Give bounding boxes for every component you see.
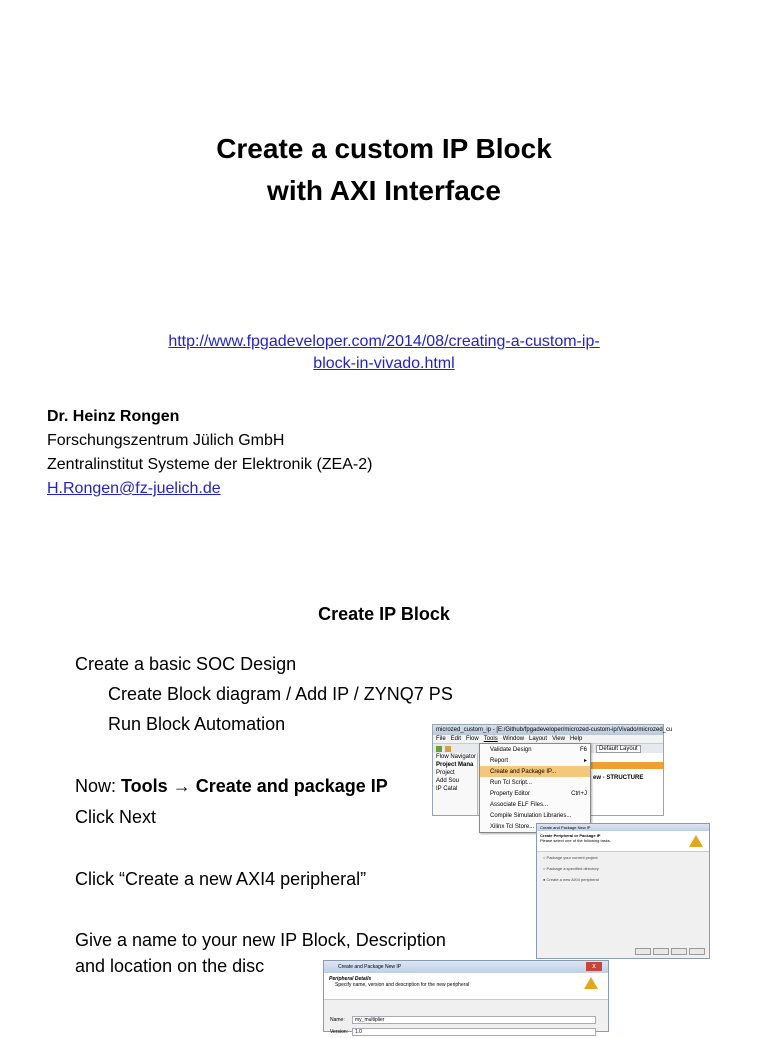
menu-item-run-tcl: Run Tcl Script... xyxy=(490,779,532,786)
step-create-soc: Create a basic SOC Design xyxy=(75,654,297,674)
menu-view: View xyxy=(552,736,565,742)
menu-item-compile-sim: Compile Simulation Libraries... xyxy=(490,812,572,819)
dialog-header-sub: Please select one of the following tasks. xyxy=(540,838,611,843)
field-row-version xyxy=(324,1026,608,1038)
next-button xyxy=(653,948,669,955)
menu-item-tcl-store: Xilinx Tcl Store... xyxy=(490,823,535,830)
step-give-name-1: Give a name to your new IP Block, Description xyxy=(75,930,446,950)
left-item-1: Add Sou xyxy=(436,778,460,784)
dialog-header-title: Peripheral Details xyxy=(329,976,372,982)
option-package-project: ○ Package your current project xyxy=(543,855,598,860)
dialog-titlebar: Create and Package New IP xyxy=(537,824,709,831)
version-label: Version: xyxy=(330,1029,349,1035)
dialog-header xyxy=(324,973,608,1000)
now-action: Create and package IP xyxy=(195,776,388,796)
option-new-axi4: ● Create a new AXI4 peripheral xyxy=(543,877,599,882)
dialog-header xyxy=(537,831,709,852)
title-line-1: Create a custom IP Block xyxy=(216,133,552,164)
menu-file: File xyxy=(436,736,446,742)
section-heading: Create IP Block xyxy=(318,604,450,624)
reference-link-line-2[interactable]: block-in-vivado.html xyxy=(313,355,455,372)
screenshot-peripheral-details xyxy=(323,960,609,1035)
now-prefix: Now: xyxy=(75,776,122,796)
now-tools: Tools xyxy=(121,776,168,796)
menu-layout: Layout xyxy=(529,736,548,742)
flow-navigator-label: Flow Navigator xyxy=(436,754,477,760)
reference-link-line-1[interactable]: http://www.fpgadeveloper.com/2014/08/creating-a-custom-ip- xyxy=(168,333,600,350)
menu-item-associate-elf: Associate ELF Files... xyxy=(490,801,549,808)
step-give-name-2: and location on the disc xyxy=(75,956,265,976)
menu-item-create-package: Create and Package IP... xyxy=(480,766,590,777)
cancel-button xyxy=(689,948,705,955)
new-icon xyxy=(436,746,442,752)
finish-button xyxy=(671,948,687,955)
step-run-block-automation: Run Block Automation xyxy=(108,714,286,734)
step-click-axi: Click “Create a new AXI4 peripheral” xyxy=(75,869,367,889)
title-line-2: with AXI Interface xyxy=(267,175,501,206)
name-label: Name: xyxy=(330,1017,345,1023)
layout-select: Default Layout xyxy=(596,745,641,753)
open-icon xyxy=(445,746,451,752)
menu-item-property-editor: Property Editor Ctrl+J xyxy=(490,790,587,797)
name-field: my_multiplier xyxy=(352,1016,596,1024)
menu-flow: Flow xyxy=(466,736,479,742)
menu-help: Help xyxy=(569,736,583,742)
step-now-tools xyxy=(75,773,388,799)
dialog-buttons xyxy=(635,948,705,955)
left-item-0: Project xyxy=(436,770,455,776)
reference-link[interactable] xyxy=(0,331,768,375)
window-titlebar: microzed_custom_ip - [E:/Github/fpgadeveloper/microzed-custom-ip/Vivado/microzed_cu xyxy=(433,725,663,735)
dialog-titlebar xyxy=(324,961,608,973)
menu-item-report: Report ▸ xyxy=(490,757,587,764)
menu-tools: Tools xyxy=(483,736,498,742)
version-field: 1.0 xyxy=(352,1028,596,1036)
close-icon: x xyxy=(586,962,602,971)
menu-window: Window xyxy=(502,736,525,742)
option-package-directory: ○ Package a specified directory xyxy=(543,866,599,871)
back-button xyxy=(635,948,651,955)
dialog-header-sub: Specify name, version and description for the new peripheral xyxy=(335,982,470,988)
author-org: Forschungszentrum Jülich GmbH xyxy=(47,432,285,449)
author-block xyxy=(47,405,372,501)
dialog-title: Create and Package New IP xyxy=(338,964,402,970)
dialog-header-title: Create Peripheral or Package IP xyxy=(540,833,601,838)
structure-label: ew - STRUCTURE xyxy=(593,775,644,781)
flow-navigator xyxy=(433,753,478,815)
menu-edit: Edit xyxy=(450,736,462,742)
author-name: Dr. Heinz Rongen xyxy=(47,408,180,425)
step-create-block-diagram: Create Block diagram / Add IP / ZYNQ7 PS xyxy=(108,684,453,704)
author-institute: Zentralinstitut Systeme der Elektronik (ZEA-2) xyxy=(47,456,373,473)
project-manager-label: Project Mana xyxy=(436,762,474,768)
left-item-2: IP Catal xyxy=(436,786,458,792)
screenshot-create-package-dialog xyxy=(536,823,710,959)
menu-item-validate: Validate Design F6 xyxy=(490,746,587,753)
pane-header-bar xyxy=(591,762,663,769)
tools-dropdown xyxy=(479,743,591,833)
arrow-icon: → xyxy=(172,776,191,796)
xilinx-logo-icon xyxy=(584,977,598,989)
step-click-next: Click Next xyxy=(75,807,157,827)
author-email-link[interactable]: H.Rongen@fz-juelich.de xyxy=(47,480,221,497)
field-row-name xyxy=(324,1014,608,1026)
xilinx-logo-icon xyxy=(689,835,703,847)
